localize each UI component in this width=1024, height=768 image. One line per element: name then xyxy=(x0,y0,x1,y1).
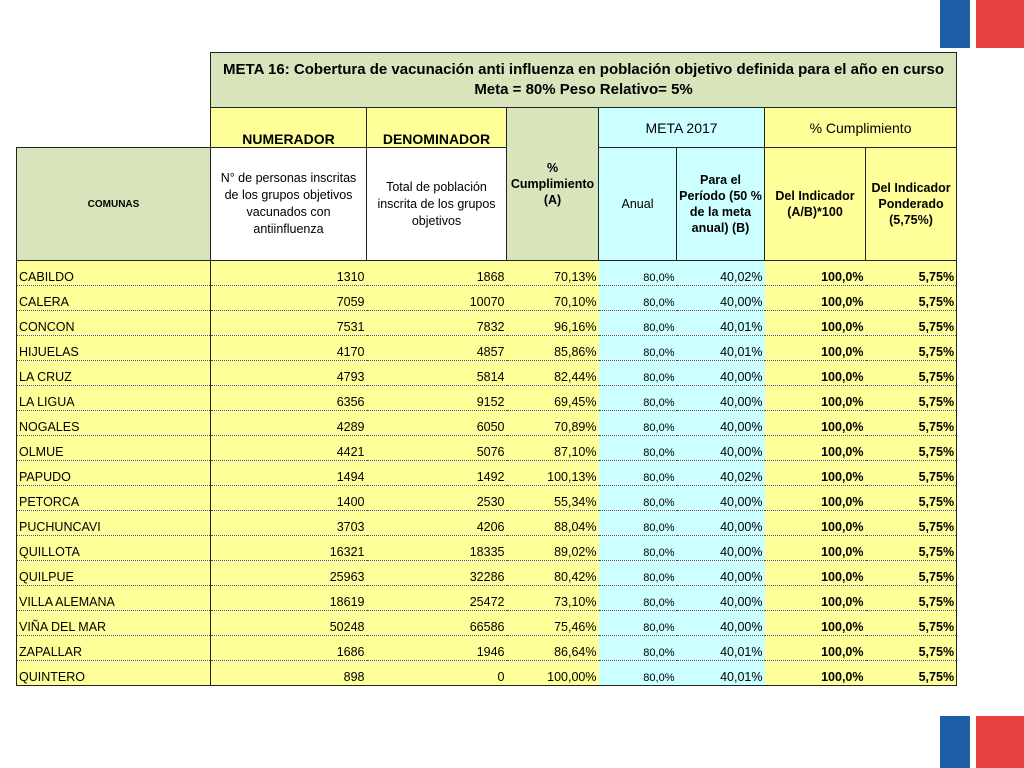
cell-denominador: 5076 xyxy=(367,436,507,461)
cell-del-indicador-ponderado: 5,75% xyxy=(866,661,957,686)
header-numerador-desc: N° de personas inscritas de los grupos objetivos vacunados con antiinfluenza xyxy=(211,148,367,261)
cell-del-indicador-ponderado: 5,75% xyxy=(866,536,957,561)
cell-numerador: 1400 xyxy=(211,486,367,511)
cell-numerador: 16321 xyxy=(211,536,367,561)
cell-periodo: 40,00% xyxy=(677,561,765,586)
cell-denominador: 4857 xyxy=(367,336,507,361)
cell-del-indicador-ponderado: 5,75% xyxy=(866,386,957,411)
cell-del-indicador-ponderado: 5,75% xyxy=(866,311,957,336)
cell-del-indicador-ponderado: 5,75% xyxy=(866,336,957,361)
cell-del-indicador: 100,0% xyxy=(765,311,866,336)
cell-cumplimiento-a: 69,45% xyxy=(507,386,599,411)
cell-del-indicador: 100,0% xyxy=(765,661,866,686)
cell-cumplimiento-a: 70,10% xyxy=(507,286,599,311)
cell-denominador: 5814 xyxy=(367,361,507,386)
cell-denominador: 4206 xyxy=(367,511,507,536)
cell-cumplimiento-a: 87,10% xyxy=(507,436,599,461)
cell-numerador: 50248 xyxy=(211,611,367,636)
cell-anual: 80,0% xyxy=(599,261,677,286)
header-pct-cumplimiento: % Cumplimiento xyxy=(765,108,957,148)
flag-red-stripe xyxy=(976,0,1024,48)
header-periodo: Para el Período (50 % de la meta anual) (B) xyxy=(677,148,765,261)
cell-del-indicador: 100,0% xyxy=(765,286,866,311)
cell-del-indicador-ponderado: 5,75% xyxy=(866,561,957,586)
cell-denominador: 0 xyxy=(367,661,507,686)
cell-anual: 80,0% xyxy=(599,286,677,311)
table-row xyxy=(17,411,957,436)
cell-anual: 80,0% xyxy=(599,611,677,636)
header-pct-cumplimiento-a: % Cumplimiento (A) xyxy=(507,108,599,261)
cell-comuna: HIJUELAS xyxy=(17,336,211,361)
header-anual: Anual xyxy=(599,148,677,261)
cell-periodo: 40,02% xyxy=(677,261,765,286)
cell-comuna: QUINTERO xyxy=(17,661,211,686)
cell-periodo: 40,02% xyxy=(677,461,765,486)
header-denominador-desc: Total de población inscrita de los grupos objetivos xyxy=(367,148,507,261)
cell-comuna: LA LIGUA xyxy=(17,386,211,411)
cell-anual: 80,0% xyxy=(599,661,677,686)
table-row xyxy=(17,586,957,611)
cell-denominador: 25472 xyxy=(367,586,507,611)
cell-anual: 80,0% xyxy=(599,536,677,561)
cell-del-indicador: 100,0% xyxy=(765,461,866,486)
cell-del-indicador: 100,0% xyxy=(765,486,866,511)
header-denominador: DENOMINADOR xyxy=(367,108,507,148)
header-del-indicador: Del Indicador (A/B)*100 xyxy=(765,148,866,261)
blank-corner xyxy=(17,108,211,148)
table-row xyxy=(17,336,957,361)
cell-numerador: 6356 xyxy=(211,386,367,411)
cell-del-indicador: 100,0% xyxy=(765,636,866,661)
cell-del-indicador: 100,0% xyxy=(765,411,866,436)
cell-comuna: QUILPUE xyxy=(17,561,211,586)
cell-denominador: 1868 xyxy=(367,261,507,286)
table-row xyxy=(17,361,957,386)
cell-del-indicador: 100,0% xyxy=(765,361,866,386)
cell-anual: 80,0% xyxy=(599,461,677,486)
cell-anual: 80,0% xyxy=(599,311,677,336)
cell-del-indicador: 100,0% xyxy=(765,586,866,611)
cell-periodo: 40,00% xyxy=(677,611,765,636)
cell-cumplimiento-a: 55,34% xyxy=(507,486,599,511)
cell-comuna: CABILDO xyxy=(17,261,211,286)
cell-cumplimiento-a: 88,04% xyxy=(507,511,599,536)
cell-del-indicador-ponderado: 5,75% xyxy=(866,261,957,286)
cell-del-indicador-ponderado: 5,75% xyxy=(866,411,957,436)
cell-numerador: 4421 xyxy=(211,436,367,461)
cell-comuna: ZAPALLAR xyxy=(17,636,211,661)
flag-blue-stripe xyxy=(940,716,970,768)
cell-comuna: PUCHUNCAVI xyxy=(17,511,211,536)
cell-comuna: VILLA ALEMANA xyxy=(17,586,211,611)
flag-red-stripe xyxy=(976,716,1024,768)
cell-comuna: OLMUE xyxy=(17,436,211,461)
cell-numerador: 4289 xyxy=(211,411,367,436)
table-title: META 16: Cobertura de vacunación anti influenza en población objetivo definida para el año en curso Meta = 80% Peso Relativo= 5% xyxy=(211,53,957,108)
cell-cumplimiento-a: 75,46% xyxy=(507,611,599,636)
cell-comuna: CONCON xyxy=(17,311,211,336)
header-numerador: NUMERADOR xyxy=(211,108,367,148)
cell-del-indicador: 100,0% xyxy=(765,611,866,636)
cell-cumplimiento-a: 70,13% xyxy=(507,261,599,286)
cell-periodo: 40,00% xyxy=(677,361,765,386)
cell-del-indicador-ponderado: 5,75% xyxy=(866,511,957,536)
table-row xyxy=(17,486,957,511)
cell-cumplimiento-a: 82,44% xyxy=(507,361,599,386)
cell-anual: 80,0% xyxy=(599,336,677,361)
meta-16-table xyxy=(16,52,957,686)
cell-cumplimiento-a: 85,86% xyxy=(507,336,599,361)
table-row xyxy=(17,636,957,661)
table-row xyxy=(17,461,957,486)
cell-del-indicador-ponderado: 5,75% xyxy=(866,611,957,636)
cell-numerador: 1310 xyxy=(211,261,367,286)
cell-denominador: 10070 xyxy=(367,286,507,311)
cell-numerador: 7059 xyxy=(211,286,367,311)
cell-periodo: 40,00% xyxy=(677,586,765,611)
cell-del-indicador: 100,0% xyxy=(765,511,866,536)
cell-numerador: 1494 xyxy=(211,461,367,486)
cell-cumplimiento-a: 96,16% xyxy=(507,311,599,336)
corner-flag-bottom xyxy=(940,716,1024,768)
cell-periodo: 40,00% xyxy=(677,511,765,536)
cell-del-indicador-ponderado: 5,75% xyxy=(866,361,957,386)
cell-periodo: 40,01% xyxy=(677,636,765,661)
table-row xyxy=(17,611,957,636)
table-row xyxy=(17,436,957,461)
cell-periodo: 40,00% xyxy=(677,411,765,436)
cell-del-indicador: 100,0% xyxy=(765,561,866,586)
cell-denominador: 32286 xyxy=(367,561,507,586)
table-row xyxy=(17,311,957,336)
cell-cumplimiento-a: 70,89% xyxy=(507,411,599,436)
cell-del-indicador-ponderado: 5,75% xyxy=(866,486,957,511)
table-row xyxy=(17,511,957,536)
cell-numerador: 4170 xyxy=(211,336,367,361)
cell-denominador: 18335 xyxy=(367,536,507,561)
cell-anual: 80,0% xyxy=(599,436,677,461)
cell-cumplimiento-a: 86,64% xyxy=(507,636,599,661)
table-row xyxy=(17,536,957,561)
cell-denominador: 1492 xyxy=(367,461,507,486)
cell-del-indicador: 100,0% xyxy=(765,386,866,411)
cell-numerador: 18619 xyxy=(211,586,367,611)
cell-anual: 80,0% xyxy=(599,361,677,386)
cell-numerador: 4793 xyxy=(211,361,367,386)
cell-numerador: 1686 xyxy=(211,636,367,661)
cell-del-indicador: 100,0% xyxy=(765,336,866,361)
cell-cumplimiento-a: 100,13% xyxy=(507,461,599,486)
cell-anual: 80,0% xyxy=(599,486,677,511)
cell-denominador: 7832 xyxy=(367,311,507,336)
cell-denominador: 2530 xyxy=(367,486,507,511)
cell-comuna: VIÑA DEL MAR xyxy=(17,611,211,636)
cell-comuna: NOGALES xyxy=(17,411,211,436)
cell-del-indicador-ponderado: 5,75% xyxy=(866,586,957,611)
cell-numerador: 898 xyxy=(211,661,367,686)
cell-comuna: CALERA xyxy=(17,286,211,311)
cell-denominador: 6050 xyxy=(367,411,507,436)
cell-anual: 80,0% xyxy=(599,586,677,611)
table-row xyxy=(17,261,957,286)
cell-periodo: 40,00% xyxy=(677,386,765,411)
cell-periodo: 40,00% xyxy=(677,486,765,511)
cell-periodo: 40,00% xyxy=(677,436,765,461)
flag-blue-stripe xyxy=(940,0,970,48)
corner-flag-top xyxy=(940,0,1024,48)
cell-del-indicador: 100,0% xyxy=(765,261,866,286)
cell-del-indicador: 100,0% xyxy=(765,436,866,461)
cell-periodo: 40,00% xyxy=(677,536,765,561)
cell-periodo: 40,00% xyxy=(677,286,765,311)
cell-numerador: 7531 xyxy=(211,311,367,336)
cell-anual: 80,0% xyxy=(599,561,677,586)
cell-del-indicador-ponderado: 5,75% xyxy=(866,436,957,461)
cell-comuna: QUILLOTA xyxy=(17,536,211,561)
cell-numerador: 3703 xyxy=(211,511,367,536)
cell-del-indicador: 100,0% xyxy=(765,536,866,561)
cell-anual: 80,0% xyxy=(599,386,677,411)
cell-denominador: 66586 xyxy=(367,611,507,636)
cell-numerador: 25963 xyxy=(211,561,367,586)
cell-comuna: LA CRUZ xyxy=(17,361,211,386)
cell-del-indicador-ponderado: 5,75% xyxy=(866,461,957,486)
table-row xyxy=(17,561,957,586)
cell-comuna: PAPUDO xyxy=(17,461,211,486)
cell-cumplimiento-a: 80,42% xyxy=(507,561,599,586)
cell-periodo: 40,01% xyxy=(677,661,765,686)
header-comunas: COMUNAS xyxy=(17,148,211,261)
cell-denominador: 1946 xyxy=(367,636,507,661)
cell-cumplimiento-a: 73,10% xyxy=(507,586,599,611)
cell-comuna: PETORCA xyxy=(17,486,211,511)
table-row xyxy=(17,386,957,411)
cell-del-indicador-ponderado: 5,75% xyxy=(866,636,957,661)
cell-periodo: 40,01% xyxy=(677,311,765,336)
header-meta-2017: META 2017 xyxy=(599,108,765,148)
cell-anual: 80,0% xyxy=(599,511,677,536)
table-row xyxy=(17,286,957,311)
cell-periodo: 40,01% xyxy=(677,336,765,361)
cell-denominador: 9152 xyxy=(367,386,507,411)
cell-cumplimiento-a: 100,00% xyxy=(507,661,599,686)
cell-anual: 80,0% xyxy=(599,411,677,436)
blank-corner xyxy=(17,53,211,108)
table-row xyxy=(17,661,957,686)
header-del-indicador-ponderado: Del Indicador Ponderado (5,75%) xyxy=(866,148,957,261)
cell-del-indicador-ponderado: 5,75% xyxy=(866,286,957,311)
cell-anual: 80,0% xyxy=(599,636,677,661)
cell-cumplimiento-a: 89,02% xyxy=(507,536,599,561)
